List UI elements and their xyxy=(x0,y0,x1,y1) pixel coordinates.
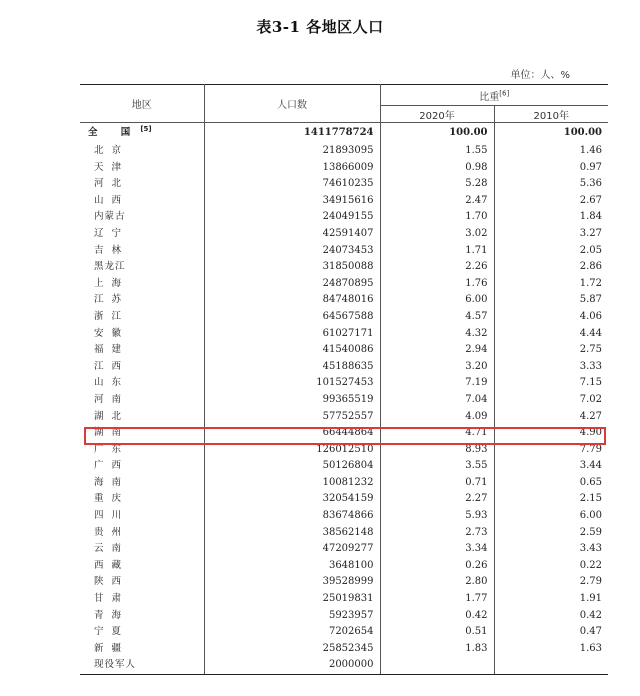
table-row xyxy=(80,475,608,492)
total-share-2010: 100.00 xyxy=(563,127,603,138)
table-row xyxy=(80,342,608,359)
population-cell: 24073453 xyxy=(204,243,380,260)
population-cell: 24870895 xyxy=(204,276,380,293)
share-2020-cell: 6.00 xyxy=(380,292,494,309)
share-2010-cell: 2.05 xyxy=(579,244,603,256)
population-cell: 21893095 xyxy=(204,143,380,160)
share-2020-cell: 1.76 xyxy=(380,276,494,293)
population-cell: 25019831 xyxy=(204,591,380,608)
share-2020-cell: 0.26 xyxy=(380,558,494,575)
population-cell: 101527453 xyxy=(204,375,380,392)
table-row xyxy=(80,259,608,276)
share-2020-cell: 0.98 xyxy=(380,160,494,177)
region-cell: 湖南 xyxy=(80,425,204,442)
population-cell: 31850088 xyxy=(204,259,380,276)
population-cell: 10081232 xyxy=(204,475,380,492)
population-cell: 99365519 xyxy=(204,392,380,409)
population-cell: 61027171 xyxy=(204,326,380,343)
share-2010-cell: 4.27 xyxy=(579,410,603,422)
table-row xyxy=(80,375,608,392)
region-cell: 安徽 xyxy=(80,326,204,343)
table-row xyxy=(80,442,608,459)
population-cell: 83674866 xyxy=(204,508,380,525)
table-row xyxy=(80,624,608,641)
share-2010-cell: 7.79 xyxy=(579,443,603,455)
share-2020-cell: 8.93 xyxy=(380,442,494,459)
share-2020-cell: 1.77 xyxy=(380,591,494,608)
share-2010-cell: 0.42 xyxy=(579,609,603,621)
share-2020-cell: 1.55 xyxy=(380,143,494,160)
population-cell: 25852345 xyxy=(204,641,380,658)
table-row xyxy=(80,160,608,177)
region-cell: 山西 xyxy=(80,193,204,210)
share-2010-cell: 1.84 xyxy=(579,211,603,223)
share-2010-cell: 1.63 xyxy=(579,642,603,654)
table-row xyxy=(80,176,608,193)
share-2010-cell: 0.97 xyxy=(579,161,603,173)
share-2010-cell: 2.67 xyxy=(579,194,603,206)
unit-label: 单位：人、% xyxy=(510,70,570,81)
share-2010-cell: 3.33 xyxy=(579,360,603,372)
region-cell: 山东 xyxy=(80,375,204,392)
share-2010-cell: 5.87 xyxy=(579,294,603,306)
table-row xyxy=(80,525,608,542)
population-cell: 7202654 xyxy=(204,624,380,641)
share-2020-cell: 3.20 xyxy=(380,359,494,376)
share-2020-cell: 4.32 xyxy=(380,326,494,343)
share-2010-cell: 2.75 xyxy=(579,344,603,356)
share-2020-cell: 0.51 xyxy=(380,624,494,641)
share-2020-cell: 7.19 xyxy=(380,375,494,392)
table-row xyxy=(80,641,608,658)
share-2020-cell: 1.83 xyxy=(380,641,494,658)
share-2020-cell: 7.04 xyxy=(380,392,494,409)
population-cell: 41540086 xyxy=(204,342,380,359)
share-2020-cell: 2.80 xyxy=(380,574,494,591)
region-cell: 黑龙江 xyxy=(80,259,204,276)
share-2020-cell: 4.71 xyxy=(380,425,494,442)
share-2010-cell: 4.06 xyxy=(579,310,603,322)
share-2010-cell: 3.44 xyxy=(579,460,603,472)
share-2020-cell xyxy=(380,657,494,674)
share-2020-cell: 3.02 xyxy=(380,226,494,243)
region-cell: 广西 xyxy=(80,458,204,475)
population-cell: 5923957 xyxy=(204,608,380,625)
share-2010-cell: 7.15 xyxy=(579,377,603,389)
region-cell: 浙江 xyxy=(80,309,204,326)
share-2020-cell: 1.71 xyxy=(380,243,494,260)
population-cell: 42591407 xyxy=(204,226,380,243)
region-cell: 青海 xyxy=(80,608,204,625)
population-table xyxy=(80,84,608,675)
total-share-2020: 100.00 xyxy=(380,123,494,144)
region-cell: 海南 xyxy=(80,475,204,492)
share-2020-cell: 3.34 xyxy=(380,541,494,558)
region-cell: 辽宁 xyxy=(80,226,204,243)
share-2010-cell: 2.59 xyxy=(579,526,603,538)
table-row xyxy=(80,409,608,426)
region-cell: 宁夏 xyxy=(80,624,204,641)
table-row xyxy=(80,491,608,508)
table-row xyxy=(80,209,608,226)
share-2020-cell: 3.55 xyxy=(380,458,494,475)
share-2020-cell: 2.26 xyxy=(380,259,494,276)
population-cell: 66444864 xyxy=(204,425,380,442)
population-cell: 32054159 xyxy=(204,491,380,508)
share-2010-cell: 1.72 xyxy=(579,277,603,289)
share-2010-cell: 4.90 xyxy=(579,427,603,439)
share-2010-cell: 0.22 xyxy=(579,559,603,571)
table-row xyxy=(80,326,608,343)
share-2020-cell: 2.94 xyxy=(380,342,494,359)
table-row xyxy=(80,608,608,625)
population-cell: 2000000 xyxy=(204,657,380,674)
table-row xyxy=(80,276,608,293)
region-cell: 西藏 xyxy=(80,558,204,575)
population-cell: 64567588 xyxy=(204,309,380,326)
share-2020-cell: 0.71 xyxy=(380,475,494,492)
share-2020-cell: 5.28 xyxy=(380,176,494,193)
region-cell: 河北 xyxy=(80,176,204,193)
population-cell: 13866009 xyxy=(204,160,380,177)
header-share xyxy=(380,85,608,106)
region-cell: 吉林 xyxy=(80,243,204,260)
share-2010-cell: 1.46 xyxy=(579,145,603,156)
share-2020-cell: 1.70 xyxy=(380,209,494,226)
population-cell: 84748016 xyxy=(204,292,380,309)
region-cell: 新疆 xyxy=(80,641,204,658)
table-body xyxy=(80,123,608,675)
region-cell: 湖北 xyxy=(80,409,204,426)
header-population: 人口数 xyxy=(204,85,380,123)
table-row xyxy=(80,591,608,608)
region-cell: 贵州 xyxy=(80,525,204,542)
region-cell: 广东 xyxy=(80,442,204,459)
total-region-label: 全 国 xyxy=(88,127,141,138)
page-title: 表3-1 各地区人口 xyxy=(256,18,384,36)
header-year-2020: 2020年 xyxy=(380,106,494,123)
share-2010-cell: 2.86 xyxy=(579,261,603,273)
share-2020-cell: 2.73 xyxy=(380,525,494,542)
share-2020-cell: 4.57 xyxy=(380,309,494,326)
share-2010-cell: 2.15 xyxy=(579,493,603,505)
share-2020-cell: 0.42 xyxy=(380,608,494,625)
region-cell: 北京 xyxy=(80,143,204,160)
table-row-total xyxy=(80,123,608,144)
region-cell: 江西 xyxy=(80,359,204,376)
table-row xyxy=(80,392,608,409)
share-2010-cell xyxy=(494,657,608,674)
total-note: [5] xyxy=(140,124,152,133)
population-cell: 126012510 xyxy=(204,442,380,459)
share-2010-cell: 2.79 xyxy=(579,576,603,588)
share-2010-cell: 6.00 xyxy=(579,510,603,522)
share-2010-cell: 3.27 xyxy=(579,227,603,239)
region-cell: 甘肃 xyxy=(80,591,204,608)
region-cell: 上海 xyxy=(80,276,204,293)
region-cell: 陕西 xyxy=(80,574,204,591)
table-row xyxy=(80,508,608,525)
table-row xyxy=(80,193,608,210)
region-cell: 河南 xyxy=(80,392,204,409)
table-row xyxy=(80,458,608,475)
table-row xyxy=(80,143,608,160)
header-region: 地区 xyxy=(80,85,204,123)
share-2020-cell: 2.47 xyxy=(380,193,494,210)
region-cell: 四川 xyxy=(80,508,204,525)
share-2010-cell: 3.43 xyxy=(579,543,603,555)
share-2020-cell: 4.09 xyxy=(380,409,494,426)
region-cell: 江苏 xyxy=(80,292,204,309)
population-cell: 39528999 xyxy=(204,574,380,591)
table-row xyxy=(80,425,608,442)
table-row xyxy=(80,309,608,326)
region-cell: 内蒙古 xyxy=(80,209,204,226)
table-row xyxy=(80,574,608,591)
population-cell: 34915616 xyxy=(204,193,380,210)
region-cell: 重庆 xyxy=(80,491,204,508)
table-row xyxy=(80,292,608,309)
table-row xyxy=(80,243,608,260)
table-row xyxy=(80,226,608,243)
population-cell: 45188635 xyxy=(204,359,380,376)
population-cell: 38562148 xyxy=(204,525,380,542)
share-2010-cell: 4.44 xyxy=(579,327,603,339)
share-2010-cell: 5.36 xyxy=(579,178,603,190)
population-cell: 24049155 xyxy=(204,209,380,226)
table-row xyxy=(80,657,608,674)
header-year-2010: 2010年 xyxy=(494,106,608,123)
region-cell: 天津 xyxy=(80,160,204,177)
share-2010-cell: 1.91 xyxy=(579,593,603,605)
population-cell: 50126804 xyxy=(204,458,380,475)
population-cell: 47209277 xyxy=(204,541,380,558)
header-share-label: 比重 xyxy=(479,91,500,103)
table-row xyxy=(80,558,608,575)
population-cell: 74610235 xyxy=(204,176,380,193)
share-2010-cell: 0.47 xyxy=(579,626,603,638)
share-2010-cell: 7.02 xyxy=(579,393,603,405)
share-2010-cell: 0.65 xyxy=(579,476,603,488)
table-row xyxy=(80,541,608,558)
population-cell: 57752557 xyxy=(204,409,380,426)
region-cell: 福建 xyxy=(80,342,204,359)
share-2020-cell: 5.93 xyxy=(380,508,494,525)
table-row xyxy=(80,359,608,376)
region-cell: 云南 xyxy=(80,541,204,558)
total-region xyxy=(80,123,204,144)
region-cell: 现役军人 xyxy=(80,657,204,674)
population-cell: 3648100 xyxy=(204,558,380,575)
share-2020-cell: 2.27 xyxy=(380,491,494,508)
total-population: 1411778724 xyxy=(204,123,380,144)
header-share-note: [6] xyxy=(499,89,510,98)
